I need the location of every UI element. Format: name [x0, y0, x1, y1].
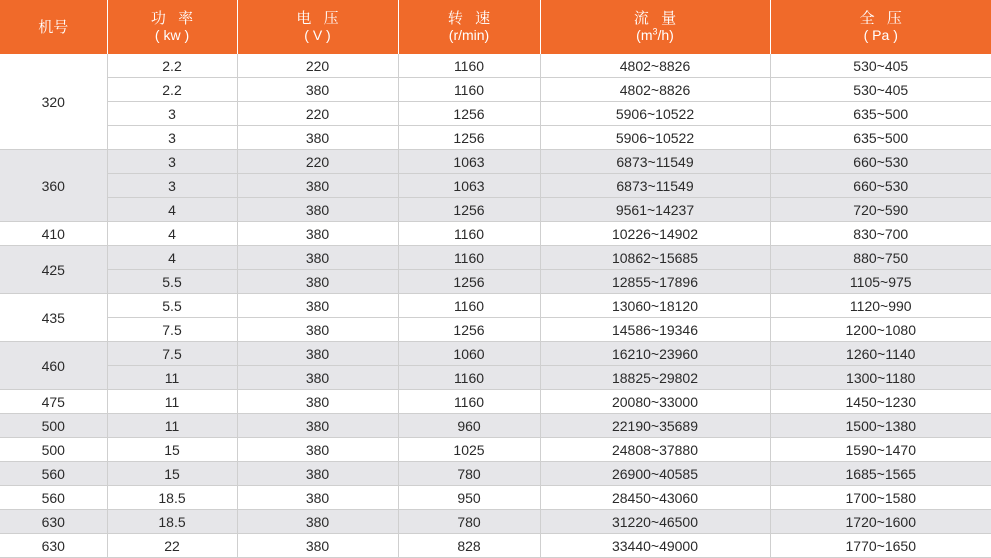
cell-power: 11	[107, 414, 237, 438]
cell-pressure: 1590~1470	[770, 438, 991, 462]
cell-voltage: 380	[237, 486, 398, 510]
cell-voltage: 380	[237, 294, 398, 318]
cell-power: 22	[107, 534, 237, 558]
cell-pressure: 1685~1565	[770, 462, 991, 486]
cell-flow: 6873~11549	[540, 174, 770, 198]
cell-pressure: 635~500	[770, 126, 991, 150]
header-pressure	[770, 0, 991, 54]
table-row	[0, 342, 991, 366]
header-voltage-label: 电 压	[296, 10, 343, 27]
cell-voltage: 380	[237, 318, 398, 342]
table-row	[0, 510, 991, 534]
header-flow-unit	[541, 27, 770, 44]
cell-flow: 31220~46500	[540, 510, 770, 534]
cell-flow: 5906~10522	[540, 126, 770, 150]
cell-pressure: 660~530	[770, 174, 991, 198]
cell-pressure: 1770~1650	[770, 534, 991, 558]
cell-machine: 320	[0, 54, 107, 150]
cell-voltage: 380	[237, 342, 398, 366]
cell-speed: 960	[398, 414, 540, 438]
cell-flow: 5906~10522	[540, 102, 770, 126]
cell-pressure: 660~530	[770, 150, 991, 174]
cell-flow: 10226~14902	[540, 222, 770, 246]
cell-voltage: 380	[237, 222, 398, 246]
flow-unit-post: /h)	[657, 27, 674, 43]
cell-voltage: 380	[237, 438, 398, 462]
cell-speed: 1160	[398, 78, 540, 102]
cell-power: 15	[107, 438, 237, 462]
cell-machine: 460	[0, 342, 107, 390]
cell-voltage: 380	[237, 534, 398, 558]
header-speed	[398, 0, 540, 54]
cell-voltage: 380	[237, 414, 398, 438]
cell-machine: 500	[0, 438, 107, 462]
cell-power: 7.5	[107, 318, 237, 342]
cell-pressure: 1200~1080	[770, 318, 991, 342]
header-voltage-unit: ( V )	[304, 27, 331, 43]
cell-power: 4	[107, 246, 237, 270]
flow-unit-sup: 3	[652, 26, 658, 37]
cell-voltage: 380	[237, 366, 398, 390]
cell-pressure: 1105~975	[770, 270, 991, 294]
table-row	[0, 270, 991, 294]
cell-speed: 1063	[398, 150, 540, 174]
cell-pressure: 1500~1380	[770, 414, 991, 438]
cell-voltage: 380	[237, 510, 398, 534]
cell-machine: 410	[0, 222, 107, 246]
cell-voltage: 380	[237, 390, 398, 414]
cell-pressure: 1260~1140	[770, 342, 991, 366]
cell-flow: 14586~19346	[540, 318, 770, 342]
cell-flow: 16210~23960	[540, 342, 770, 366]
header-speed-label: 转 速	[447, 10, 495, 27]
header-machine	[0, 0, 107, 54]
cell-flow: 22190~35689	[540, 414, 770, 438]
cell-machine: 560	[0, 486, 107, 510]
cell-flow: 9561~14237	[540, 198, 770, 222]
cell-power: 3	[107, 174, 237, 198]
header-flow	[540, 0, 770, 54]
cell-speed: 1256	[398, 318, 540, 342]
cell-machine: 560	[0, 462, 107, 486]
cell-voltage: 380	[237, 174, 398, 198]
cell-pressure: 1450~1230	[770, 390, 991, 414]
cell-speed: 828	[398, 534, 540, 558]
cell-power: 18.5	[107, 486, 237, 510]
table-row	[0, 486, 991, 510]
cell-voltage: 220	[237, 102, 398, 126]
cell-voltage: 380	[237, 198, 398, 222]
cell-power: 3	[107, 102, 237, 126]
table-row	[0, 294, 991, 318]
cell-speed: 1256	[398, 126, 540, 150]
header-voltage	[237, 0, 398, 54]
table-row	[0, 318, 991, 342]
table-row	[0, 390, 991, 414]
cell-speed: 780	[398, 462, 540, 486]
cell-flow: 33440~49000	[540, 534, 770, 558]
cell-speed: 1160	[398, 222, 540, 246]
cell-flow: 4802~8826	[540, 78, 770, 102]
table-row	[0, 78, 991, 102]
table-body	[0, 54, 991, 558]
cell-machine: 475	[0, 390, 107, 414]
cell-pressure: 530~405	[770, 78, 991, 102]
cell-pressure: 720~590	[770, 198, 991, 222]
cell-flow: 20080~33000	[540, 390, 770, 414]
cell-speed: 1160	[398, 294, 540, 318]
cell-speed: 1160	[398, 246, 540, 270]
cell-voltage: 380	[237, 78, 398, 102]
cell-power: 3	[107, 150, 237, 174]
header-pressure-unit: ( Pa )	[863, 27, 898, 43]
table-row	[0, 462, 991, 486]
cell-power: 2.2	[107, 78, 237, 102]
cell-speed: 1160	[398, 54, 540, 78]
cell-speed: 780	[398, 510, 540, 534]
header-power	[107, 0, 237, 54]
cell-power: 4	[107, 198, 237, 222]
cell-pressure: 1720~1600	[770, 510, 991, 534]
table-row	[0, 414, 991, 438]
cell-flow: 24808~37880	[540, 438, 770, 462]
cell-power: 18.5	[107, 510, 237, 534]
cell-pressure: 830~700	[770, 222, 991, 246]
cell-machine: 630	[0, 510, 107, 534]
cell-speed: 1025	[398, 438, 540, 462]
cell-flow: 6873~11549	[540, 150, 770, 174]
cell-speed: 1256	[398, 198, 540, 222]
cell-machine: 425	[0, 246, 107, 294]
table-row	[0, 366, 991, 390]
flow-unit-pre: (m	[636, 27, 653, 43]
cell-flow: 10862~15685	[540, 246, 770, 270]
cell-power: 11	[107, 366, 237, 390]
table-row	[0, 102, 991, 126]
header-flow-label: 流 量	[633, 10, 681, 27]
cell-voltage: 220	[237, 150, 398, 174]
cell-flow: 28450~43060	[540, 486, 770, 510]
cell-pressure: 530~405	[770, 54, 991, 78]
cell-flow: 4802~8826	[540, 54, 770, 78]
cell-pressure: 635~500	[770, 102, 991, 126]
cell-power: 15	[107, 462, 237, 486]
cell-flow: 18825~29802	[540, 366, 770, 390]
cell-power: 5.5	[107, 270, 237, 294]
cell-machine: 360	[0, 150, 107, 222]
cell-pressure: 1300~1180	[770, 366, 991, 390]
table-row	[0, 54, 991, 78]
table-row	[0, 150, 991, 174]
table-row	[0, 534, 991, 558]
cell-power: 7.5	[107, 342, 237, 366]
header-pressure-label: 全 压	[859, 10, 906, 27]
cell-power: 3	[107, 126, 237, 150]
cell-pressure: 1700~1580	[770, 486, 991, 510]
cell-flow: 13060~18120	[540, 294, 770, 318]
cell-power: 4	[107, 222, 237, 246]
cell-power: 2.2	[107, 54, 237, 78]
header-power-unit: ( kw )	[154, 27, 190, 43]
cell-flow: 26900~40585	[540, 462, 770, 486]
cell-pressure: 1120~990	[770, 294, 991, 318]
table-row	[0, 198, 991, 222]
cell-machine: 630	[0, 534, 107, 558]
cell-speed: 1256	[398, 102, 540, 126]
cell-voltage: 380	[237, 270, 398, 294]
cell-power: 11	[107, 390, 237, 414]
cell-flow: 12855~17896	[540, 270, 770, 294]
cell-pressure: 880~750	[770, 246, 991, 270]
cell-voltage: 380	[237, 246, 398, 270]
header-row	[0, 0, 991, 54]
cell-speed: 1160	[398, 390, 540, 414]
header-power-label: 功 率	[150, 10, 198, 27]
cell-speed: 1063	[398, 174, 540, 198]
cell-speed: 1256	[398, 270, 540, 294]
table-row	[0, 174, 991, 198]
cell-power: 5.5	[107, 294, 237, 318]
table-row	[0, 126, 991, 150]
cell-speed: 1160	[398, 366, 540, 390]
header-machine-label: 机号	[38, 18, 69, 36]
table-header	[0, 0, 991, 54]
cell-speed: 1060	[398, 342, 540, 366]
table-row	[0, 222, 991, 246]
table-row	[0, 438, 991, 462]
header-speed-unit: (r/min)	[448, 27, 490, 43]
cell-voltage: 220	[237, 54, 398, 78]
cell-voltage: 380	[237, 462, 398, 486]
cell-machine: 500	[0, 414, 107, 438]
cell-machine: 435	[0, 294, 107, 342]
cell-voltage: 380	[237, 126, 398, 150]
table-row	[0, 246, 991, 270]
cell-speed: 950	[398, 486, 540, 510]
